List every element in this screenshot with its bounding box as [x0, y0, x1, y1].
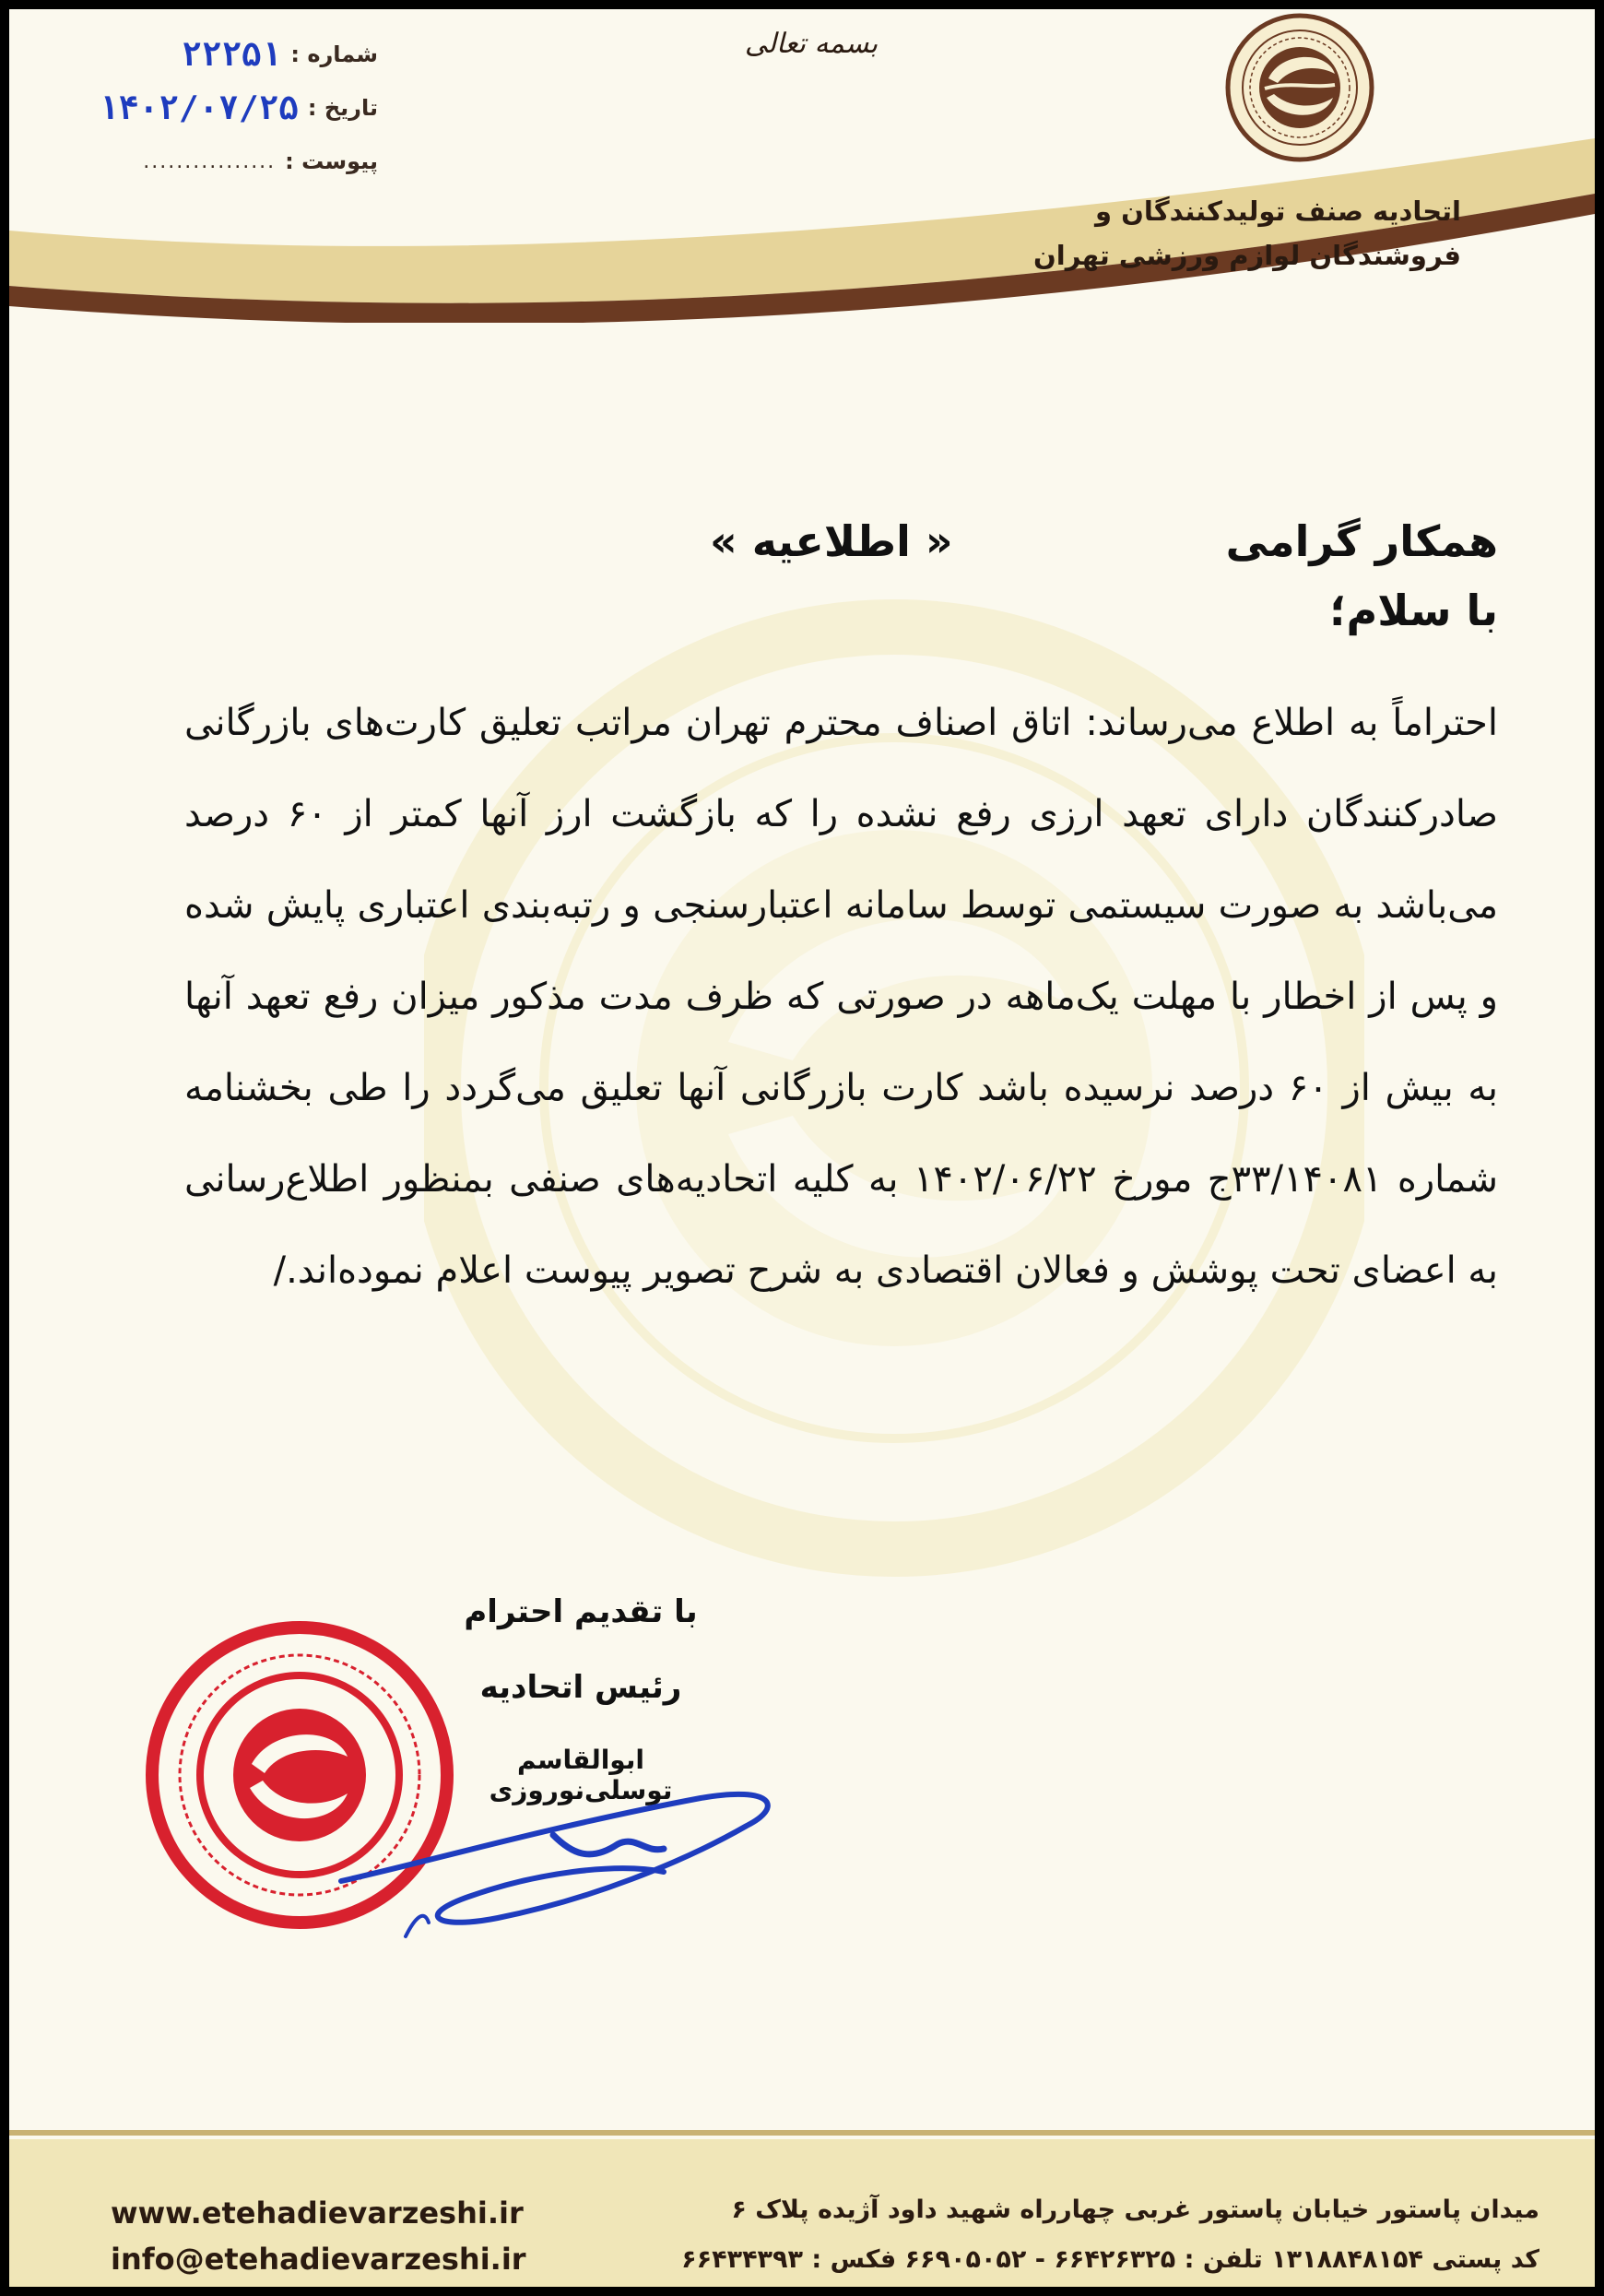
signature-mark	[313, 1724, 793, 1946]
attachment-label: پیوست :	[285, 148, 378, 174]
salutation: همکار گرامی	[1225, 516, 1498, 566]
letter-page	[9, 9, 1595, 2287]
org-logo-icon	[1189, 9, 1410, 175]
footer-divider	[9, 2130, 1595, 2136]
letter-content	[184, 498, 1498, 1317]
number-value: ۲۲۲۵۱	[181, 35, 282, 74]
footer-website: www.etehadievarzeshi.ir	[111, 2195, 524, 2231]
org-name-line-2: فروشندگان لوازم ورزشی تهران	[1033, 240, 1461, 271]
footer-address: میدان پاستور خیابان پاستور غربی چهارراه شهید داود آژیده پلاک ۶	[731, 2195, 1539, 2224]
reference-block	[46, 28, 378, 188]
number-label: شماره :	[290, 41, 378, 67]
attachment-value: ................	[143, 149, 277, 173]
footer-phone-fax: کد پستی ۱۳۱۸۸۴۸۱۵۴ تلفن : ۶۶۴۲۶۳۲۵ - ۶۶۹۰۵۰۵۲ فکس : ۶۶۴۳۴۳۹۳	[681, 2245, 1539, 2274]
footer-web-contacts	[111, 2190, 572, 2282]
date-value: ۱۴۰۲/۰۷/۲۵	[99, 89, 299, 127]
notice-title: « اطلاعیه »	[710, 516, 953, 566]
footer-email: info@etehadievarzeshi.ir	[111, 2242, 526, 2277]
date-label: تاریخ :	[307, 95, 378, 121]
greeting: با سلام؛	[1329, 586, 1498, 635]
signer-name: ابوالقاسم توسلی‌نوروزی	[489, 1745, 673, 1805]
organization-name	[1000, 189, 1461, 278]
heading-row	[184, 498, 1498, 590]
signer-title: رئیس اتحادیه	[479, 1669, 682, 1706]
number-row	[46, 28, 378, 81]
closing-phrase: با تقدیم احترام	[464, 1593, 698, 1630]
bismillah-heading: بسمه تعالی	[744, 28, 879, 60]
attachment-row	[46, 135, 378, 188]
org-name-line-1: اتحادیه صنف تولیدکنندگان و	[1094, 195, 1461, 227]
date-row	[46, 81, 378, 135]
footer-address-block	[618, 2185, 1539, 2285]
letter-body: احتراماً به اطلاع می‌رساند: اتاق اصناف محترم تهران مراتب تعلیق کارت‌های بازرگانی صادرکنندگان دارای تعهد ارزی رفع نشده را که بازگشت ارز آنها کمتر از ۶۰ درصد می‌باشد به صورت سیستمی توسط سامانه اعتبارسنجی و رتبه‌بندی اعتباری پایش شده و پس از اخطار با مهلت یک‌ماهه در صورتی که ظرف مدت مذکور میزان رفع تعهد آنها به بیش از ۶۰ درصد نرسیده باشد کارت بازرگانی آنها تعلیق می‌گردد را طی بخشنامه شماره ۳۳/۱۴۰۸۱ج مورخ ۱۴۰۲/۰۶/۲۲ به کلیه اتحادیه‌های صنفی بمنظور اطلاع‌رسانی به اعضای تحت پوشش و فعالان اقتصادی به شرح تصویر پیوست اعلام نموده‌اند./	[184, 702, 1499, 1292]
